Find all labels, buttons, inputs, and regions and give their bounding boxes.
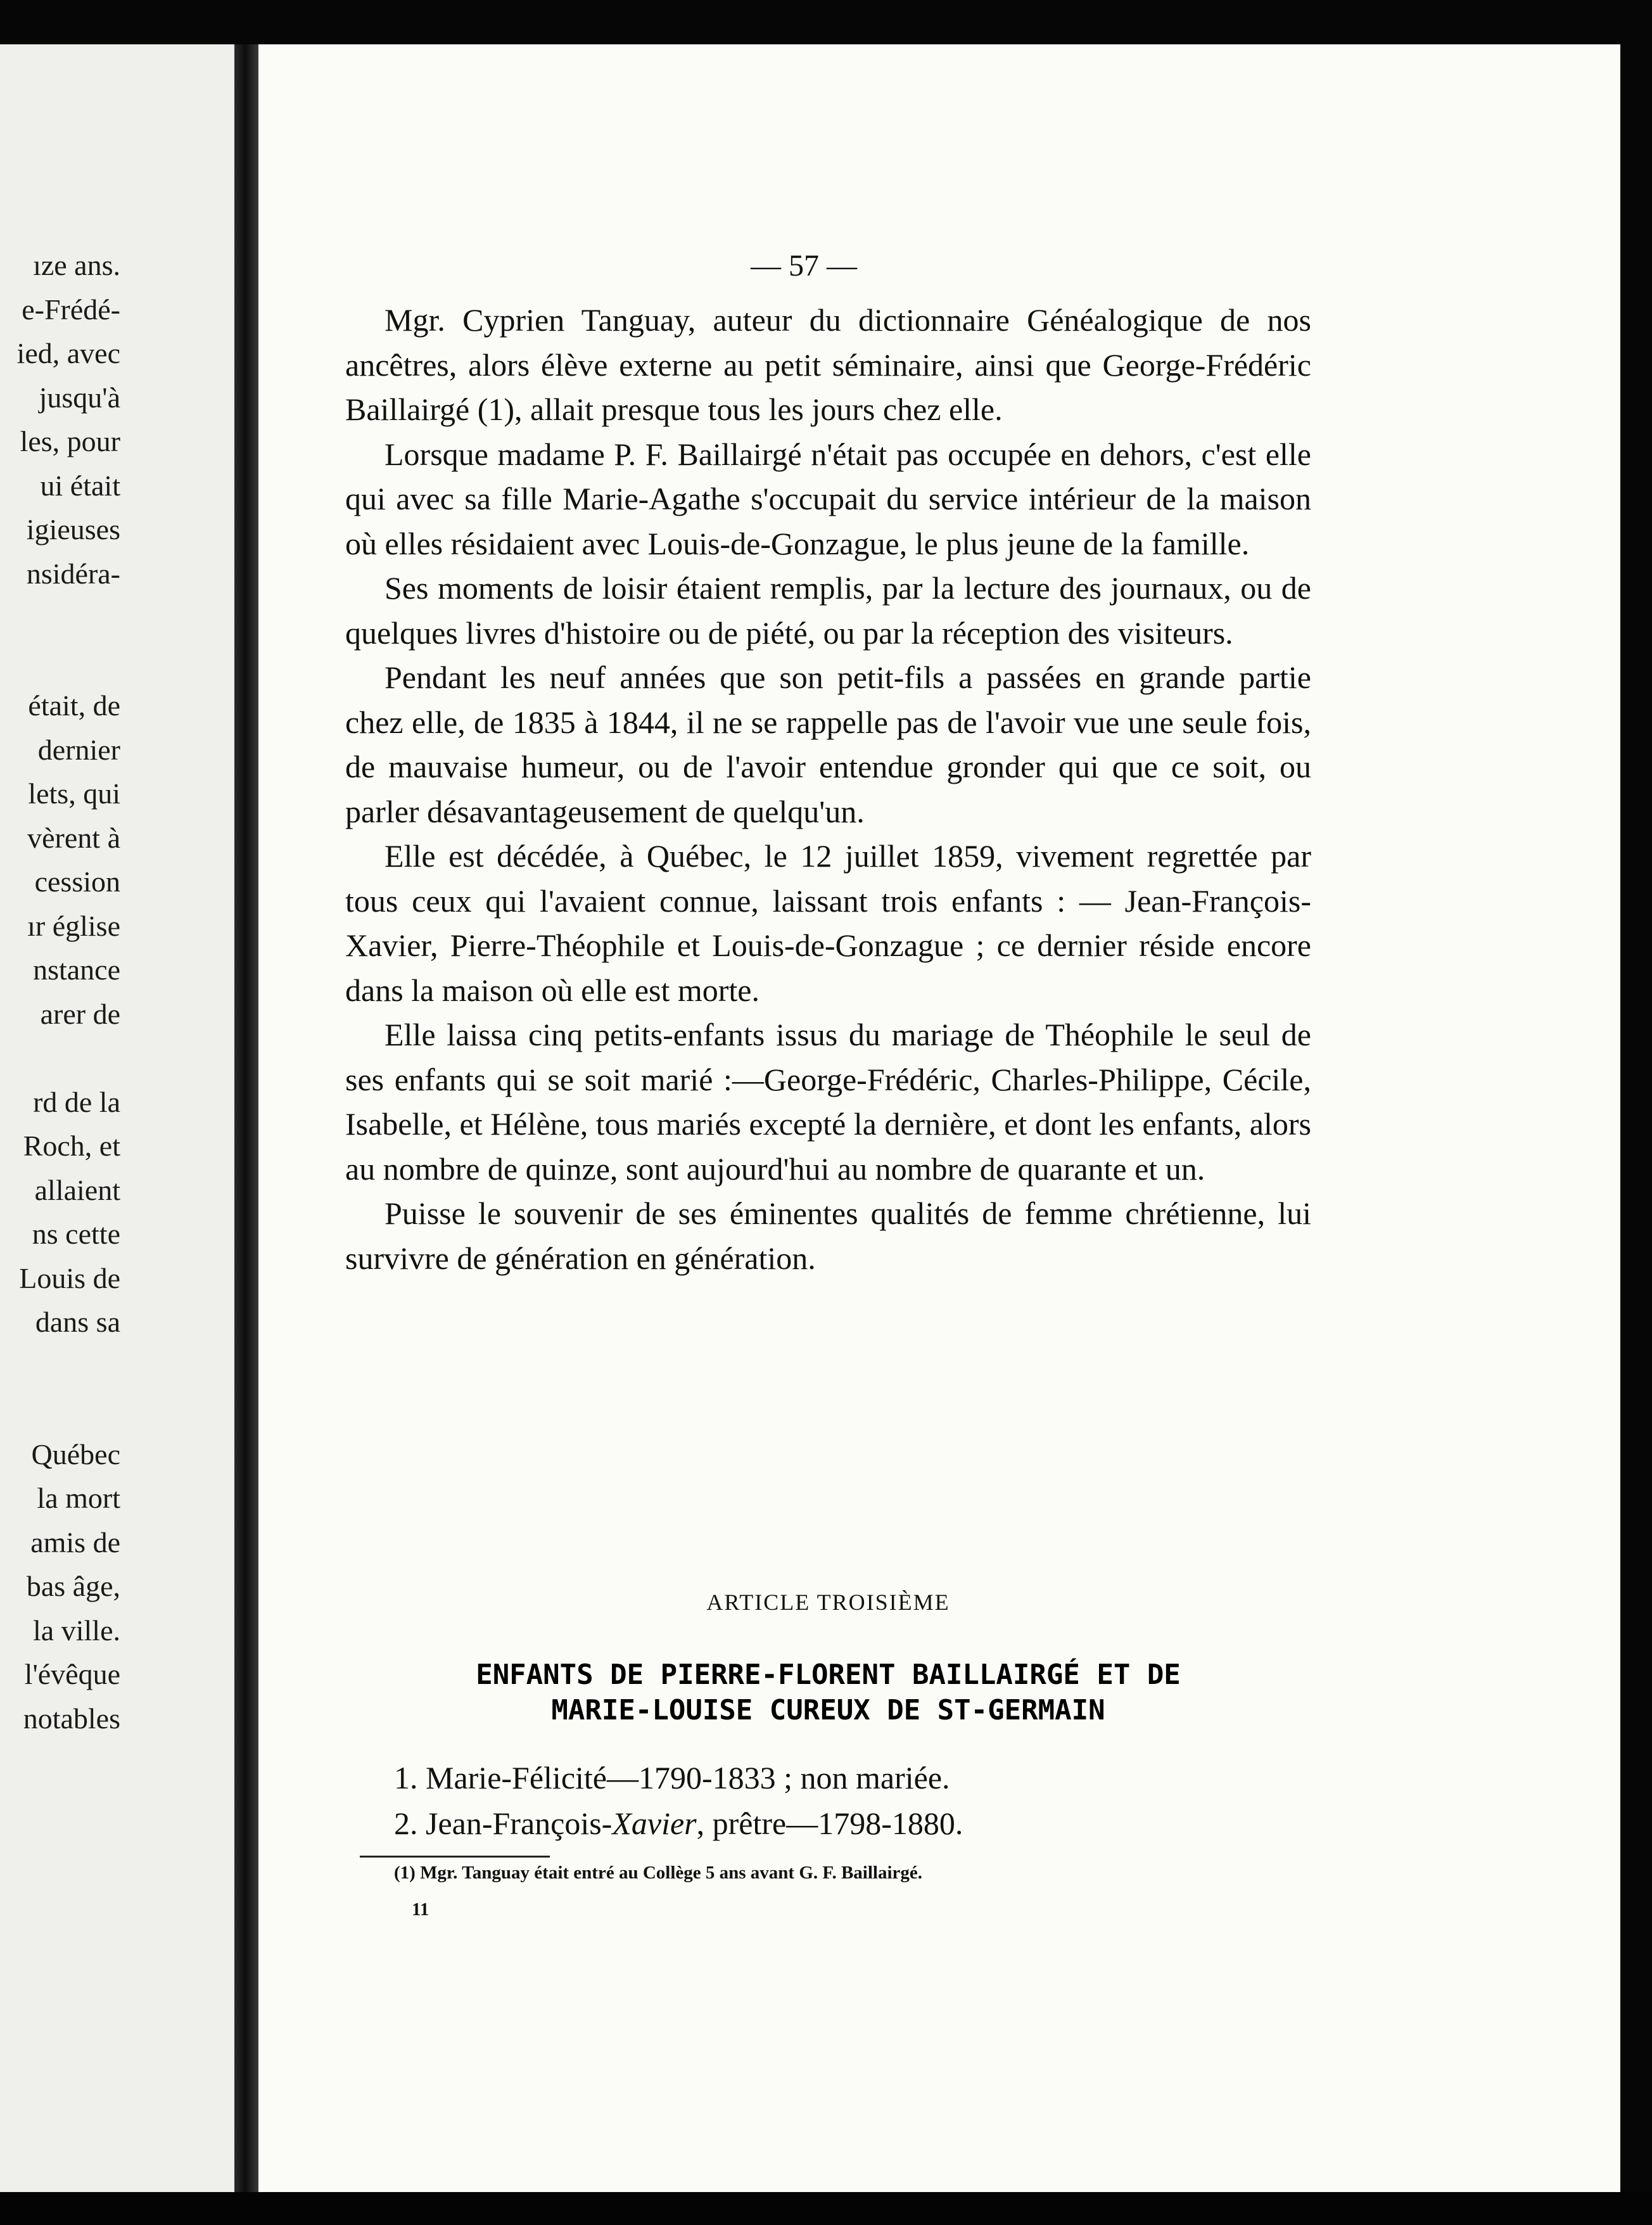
footnote: (1) Mgr. Tanguay était entré au Collège 5 ans avant G. F. Baillairgé.: [394, 1863, 923, 1883]
previous-page-line: jusqu'à: [39, 381, 120, 414]
previous-page-line: nstance: [33, 953, 120, 986]
previous-page-line: ui était: [40, 469, 120, 502]
previous-page-line: Québec: [31, 1438, 120, 1470]
previous-page-fragment: [0, 44, 234, 2192]
paragraph: Elle est décédée, à Québec, le 12 juillet 1859, vivement regrettée par tous ceux qui l'avaient connue, laissant trois enfants : — Jean-François-Xavier, Pierre-Théophile et Louis-de-Gonzague ; ce dernier réside encore dans la maison où elle est morte.: [345, 838, 1311, 1008]
previous-page-line: e-Frédé-: [22, 293, 120, 326]
previous-page-line: nsidéra-: [26, 557, 120, 590]
previous-page-line: cession: [34, 865, 120, 898]
previous-page-line: ied, avec: [16, 337, 120, 369]
section-title-line: ENFANTS DE PIERRE-FLORENT BAILLAIRGÉ ET DE: [476, 1659, 1181, 1691]
list-item-text: 2. Jean-François-: [394, 1806, 613, 1841]
previous-page-line: ns cette: [32, 1218, 120, 1250]
signature-mark: 11: [412, 1899, 429, 1920]
previous-page-line: dans sa: [35, 1306, 120, 1338]
footnote-rule: [360, 1856, 550, 1858]
page-number: — 57 —: [751, 249, 857, 283]
previous-page-line: la ville.: [33, 1614, 120, 1647]
section-title-line: MARIE-LOUISE CUREUX DE ST-GERMAIN: [551, 1694, 1105, 1726]
list-item-italic: Xavier: [612, 1806, 697, 1841]
paragraph: Ses moments de loisir étaient remplis, par la lecture des journaux, ou de quelques livres d'histoire ou de piété, ou par la réception des visiteurs.: [345, 570, 1311, 651]
previous-page-line: Louis de: [19, 1261, 120, 1294]
list-item: [394, 1755, 1306, 1801]
previous-page-line: dernier: [37, 733, 120, 766]
previous-page-line: Roch, et: [23, 1130, 120, 1162]
scan-border: [0, 2192, 1652, 2225]
paragraph: Mgr. Cyprien Tanguay, auteur du dictionnaire Généalogique de nos ancêtres, alors élève externe au petit séminaire, ainsi que George-Frédéric Baillairgé (1), allait presque tous les jours chez elle.: [345, 302, 1311, 427]
list-item-text: 1. Marie-Félicité—1790-1833 ; non mariée.: [394, 1760, 950, 1795]
previous-page-line: lets, qui: [28, 777, 120, 810]
book-gutter: [234, 44, 258, 2192]
children-list: [394, 1755, 1306, 1846]
previous-page-line: igieuses: [26, 513, 120, 545]
previous-page-line: était, de: [28, 689, 120, 722]
previous-page-line: bas âge,: [26, 1570, 120, 1602]
body-text: [345, 298, 1311, 1280]
previous-page-line: allaient: [34, 1173, 120, 1206]
previous-page-line: amis de: [30, 1526, 120, 1559]
previous-page-line: les, pour: [20, 425, 120, 457]
paragraph: Elle laissa cinq petits-enfants issus du mariage de Théophile le seul de ses enfants qui se soit marié :—George-Frédéric, Charles-Philippe, Cécile, Isabelle, et Hélène, tous mariés excepté la dernière, et dont les enfants, alors au nombre de quinze, sont aujourd'hui au nombre de quarante et un.: [345, 1017, 1311, 1187]
previous-page-line: vèrent à: [27, 821, 120, 854]
section-title: [345, 1657, 1311, 1728]
previous-page-line: arer de: [40, 997, 120, 1030]
previous-page-line: notables: [23, 1702, 120, 1735]
paragraph: Pendant les neuf années que son petit-fils a passées en grande partie chez elle, de 1835 à 1844, il ne se rappelle pas de l'avoir vue une seule fois, de mauvaise humeur, ou de l'avoir entendue gronder qui que ce soit, ou parler désavantageusement de quelqu'un.: [345, 660, 1311, 829]
previous-page-line: l'évêque: [24, 1658, 120, 1690]
list-item-text: , prêtre—1798-1880.: [696, 1806, 963, 1841]
previous-page-line: ır église: [27, 909, 120, 942]
previous-page-line: la mort: [37, 1482, 120, 1514]
previous-page-line: ıze ans.: [33, 249, 120, 281]
paragraph: Puisse le souvenir de ses éminentes qualités de femme chrétienne, lui survivre de génération en génération.: [345, 1195, 1311, 1276]
previous-page-line: rd de la: [33, 1085, 120, 1118]
paragraph: Lorsque madame P. F. Baillairgé n'était pas occupée en dehors, c'est elle qui avec sa fille Marie-Agathe s'occupait du service intérieur de la maison où elles résidaient avec Louis-de-Gonzague, le plus jeune de la famille.: [345, 436, 1311, 561]
article-label: ARTICLE TROISIÈME: [706, 1590, 950, 1615]
list-item: [394, 1801, 1306, 1846]
